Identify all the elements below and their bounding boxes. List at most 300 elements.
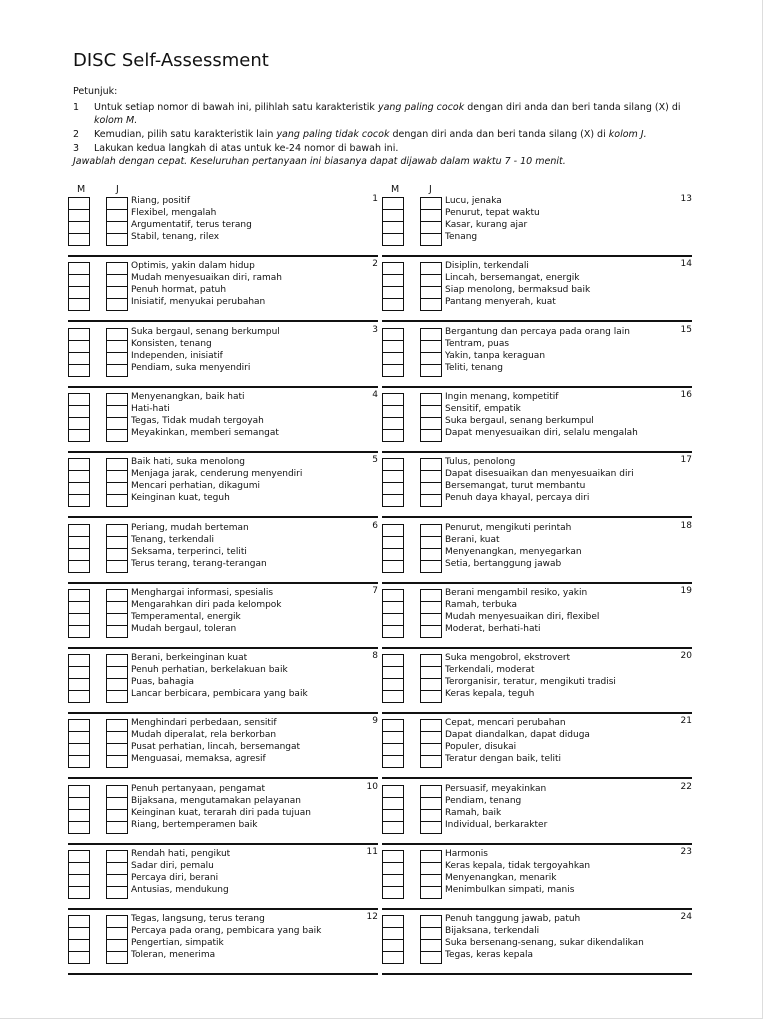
step-text: Untuk setiap nomor di bawah ini, pilihlah satu karakteristik <box>94 102 378 113</box>
checkbox-m[interactable] <box>68 613 90 625</box>
checkbox-j[interactable] <box>420 613 442 625</box>
checkbox-j[interactable] <box>106 429 128 442</box>
checkbox-m[interactable] <box>68 809 90 821</box>
question-group <box>68 715 378 779</box>
answer-option: Pendiam, suka menyendiri <box>131 362 251 373</box>
answer-option: Penuh tanggung jawab, patuh <box>445 914 581 925</box>
answer-option: Menghindari perbedaan, sensitif <box>131 718 277 729</box>
checkbox-m[interactable] <box>382 470 404 482</box>
checkbox-j[interactable] <box>106 850 128 862</box>
question-group <box>68 454 378 518</box>
checkbox-j[interactable] <box>420 364 442 377</box>
answer-boxes-m <box>68 915 90 964</box>
group-divider <box>68 777 378 779</box>
checkbox-m[interactable] <box>68 429 90 442</box>
instruction-step-2 <box>73 128 683 141</box>
answer-option: Suka mengobrol, ekstrovert <box>445 653 571 664</box>
checkbox-m[interactable] <box>68 209 90 221</box>
answer-option: Pantang menyerah, kuat <box>445 297 556 308</box>
answer-option: Tegas, langsung, terus terang <box>131 914 265 925</box>
checkbox-j[interactable] <box>106 536 128 548</box>
checkbox-j[interactable] <box>106 939 128 951</box>
checkbox-j[interactable] <box>106 417 128 429</box>
checkbox-m[interactable] <box>68 536 90 548</box>
question-number: 5 <box>372 455 378 466</box>
question-group <box>382 911 692 975</box>
group-divider <box>68 843 378 845</box>
checkbox-j[interactable] <box>420 470 442 482</box>
checkbox-j[interactable] <box>106 951 128 964</box>
checkbox-j[interactable] <box>420 524 442 536</box>
answer-option: Mudah diperalat, rela berkorban <box>131 730 277 741</box>
answer-options <box>131 652 351 700</box>
checkbox-j[interactable] <box>420 927 442 939</box>
checkbox-m[interactable] <box>68 560 90 573</box>
checkbox-m[interactable] <box>382 221 404 233</box>
step-text: Kemudian, pilih satu karakteristik lain <box>94 129 277 140</box>
checkbox-m[interactable] <box>68 364 90 377</box>
group-divider <box>68 647 378 649</box>
group-divider <box>68 908 378 910</box>
checkbox-m[interactable] <box>68 927 90 939</box>
checkbox-j[interactable] <box>420 654 442 666</box>
checkbox-m[interactable] <box>382 274 404 286</box>
group-divider <box>382 973 692 975</box>
checkbox-m[interactable] <box>382 393 404 405</box>
checkbox-j[interactable] <box>420 429 442 442</box>
checkbox-j[interactable] <box>420 197 442 209</box>
checkbox-j[interactable] <box>420 482 442 494</box>
answer-option: Tulus, penolong <box>445 457 516 468</box>
question-number: 18 <box>680 520 692 531</box>
question-group <box>68 520 378 584</box>
checkbox-j[interactable] <box>420 850 442 862</box>
checkbox-m[interactable] <box>382 862 404 874</box>
answer-option: Teratur dengan baik, teliti <box>445 754 562 765</box>
answer-boxes-j <box>106 589 128 638</box>
question-group <box>382 389 692 453</box>
answer-options <box>131 913 351 961</box>
answer-boxes-j <box>106 262 128 311</box>
checkbox-m[interactable] <box>382 482 404 494</box>
checkbox-j[interactable] <box>420 393 442 405</box>
checkbox-j[interactable] <box>420 785 442 797</box>
checkbox-m[interactable] <box>68 951 90 964</box>
checkbox-m[interactable] <box>68 797 90 809</box>
checkbox-m[interactable] <box>382 262 404 274</box>
answer-options <box>131 717 351 765</box>
checkbox-j[interactable] <box>420 262 442 274</box>
answer-option: Terorganisir, teratur, mengikuti tradisi <box>445 677 616 688</box>
checkbox-j[interactable] <box>420 209 442 221</box>
checkbox-j[interactable] <box>106 809 128 821</box>
question-number: 10 <box>366 781 378 792</box>
checkbox-m[interactable] <box>68 874 90 886</box>
checkbox-j[interactable] <box>106 405 128 417</box>
checkbox-j[interactable] <box>420 405 442 417</box>
checkbox-m[interactable] <box>382 364 404 377</box>
answer-option: Penurut, mengikuti perintah <box>445 522 572 533</box>
checkbox-j[interactable] <box>420 589 442 601</box>
question-group <box>68 258 378 322</box>
checkbox-j[interactable] <box>106 886 128 899</box>
checkbox-j[interactable] <box>106 666 128 678</box>
checkbox-j[interactable] <box>420 536 442 548</box>
checkbox-m[interactable] <box>68 589 90 601</box>
checkbox-m[interactable] <box>68 274 90 286</box>
answer-options <box>131 522 351 570</box>
answer-option: Tentram, puas <box>445 338 510 349</box>
group-divider <box>382 777 692 779</box>
answer-option: Seksama, terperinci, teliti <box>131 546 247 557</box>
checkbox-m[interactable] <box>68 850 90 862</box>
checkbox-m[interactable] <box>68 524 90 536</box>
checkbox-m[interactable] <box>382 209 404 221</box>
group-divider <box>68 516 378 518</box>
checkbox-j[interactable] <box>420 298 442 311</box>
checkbox-m[interactable] <box>382 850 404 862</box>
answer-option: Bijaksana, terkendali <box>445 926 540 937</box>
question-number: 15 <box>680 324 692 335</box>
answer-option: Menghargai informasi, spesialis <box>131 587 274 598</box>
checkbox-m[interactable] <box>68 719 90 731</box>
checkbox-m[interactable] <box>382 417 404 429</box>
checkbox-j[interactable] <box>420 821 442 834</box>
answer-boxes-m <box>68 197 90 246</box>
checkbox-m[interactable] <box>382 690 404 703</box>
answer-option: Lucu, jenaka <box>445 196 502 206</box>
checkbox-j[interactable] <box>106 221 128 233</box>
answer-boxes-j <box>420 262 442 311</box>
checkbox-m[interactable] <box>382 666 404 678</box>
checkbox-m[interactable] <box>382 197 404 209</box>
checkbox-m[interactable] <box>382 886 404 899</box>
checkbox-m[interactable] <box>68 886 90 899</box>
checkbox-j[interactable] <box>106 233 128 246</box>
checkbox-j[interactable] <box>106 927 128 939</box>
group-divider <box>382 451 692 453</box>
checkbox-j[interactable] <box>420 862 442 874</box>
checkbox-j[interactable] <box>106 482 128 494</box>
answer-option: Tenang <box>445 232 478 242</box>
checkbox-m[interactable] <box>68 221 90 233</box>
checkbox-m[interactable] <box>68 625 90 638</box>
answer-boxes-j <box>420 589 442 638</box>
checkbox-m[interactable] <box>68 262 90 274</box>
question-group <box>68 324 378 388</box>
checkbox-j[interactable] <box>106 613 128 625</box>
checkbox-j[interactable] <box>420 274 442 286</box>
answer-option: Mudah bergaul, toleran <box>131 623 237 634</box>
checkbox-m[interactable] <box>382 298 404 311</box>
checkbox-j[interactable] <box>420 719 442 731</box>
question-number: 16 <box>680 389 692 400</box>
checkbox-j[interactable] <box>106 797 128 809</box>
group-divider <box>382 255 692 257</box>
checkbox-j[interactable] <box>420 678 442 690</box>
checkbox-m[interactable] <box>68 821 90 834</box>
checkbox-j[interactable] <box>420 352 442 364</box>
checkbox-m[interactable] <box>68 458 90 470</box>
group-divider <box>382 582 692 584</box>
checkbox-m[interactable] <box>68 352 90 364</box>
answer-option: Periang, mudah berteman <box>131 522 249 533</box>
answer-boxes-j <box>420 654 442 703</box>
checkbox-j[interactable] <box>420 886 442 899</box>
checkbox-m[interactable] <box>382 951 404 964</box>
checkbox-j[interactable] <box>106 494 128 507</box>
checkbox-j[interactable] <box>420 666 442 678</box>
question-number: 21 <box>680 716 692 727</box>
checkbox-m[interactable] <box>382 719 404 731</box>
answer-boxes-m <box>68 524 90 573</box>
checkbox-j[interactable] <box>106 625 128 638</box>
checkbox-j[interactable] <box>420 915 442 927</box>
checkbox-m[interactable] <box>68 328 90 340</box>
checkbox-m[interactable] <box>68 482 90 494</box>
answer-option: Stabil, tenang, rilex <box>131 232 220 242</box>
answer-boxes-j <box>420 393 442 442</box>
checkbox-j[interactable] <box>106 743 128 755</box>
checkbox-j[interactable] <box>106 209 128 221</box>
answer-options <box>445 391 665 439</box>
answer-option: Moderat, berhati-hati <box>445 623 541 634</box>
checkbox-m[interactable] <box>68 417 90 429</box>
checkbox-j[interactable] <box>420 560 442 573</box>
checkbox-j[interactable] <box>420 233 442 246</box>
group-divider <box>382 843 692 845</box>
checkbox-m[interactable] <box>382 625 404 638</box>
checkbox-m[interactable] <box>382 328 404 340</box>
question-number: 1 <box>372 194 378 204</box>
instructions-heading: Petunjuk: <box>73 86 118 97</box>
answer-options <box>445 195 665 243</box>
checkbox-j[interactable] <box>106 298 128 311</box>
answer-option: Inisiatif, menyukai perubahan <box>131 297 266 308</box>
question-group <box>68 911 378 975</box>
question-group <box>68 846 378 910</box>
checkbox-j[interactable] <box>106 589 128 601</box>
answer-options <box>445 522 665 570</box>
checkbox-j[interactable] <box>420 494 442 507</box>
checkbox-m[interactable] <box>68 939 90 951</box>
group-divider <box>382 516 692 518</box>
checkbox-j[interactable] <box>106 393 128 405</box>
checkbox-m[interactable] <box>68 785 90 797</box>
checkbox-j[interactable] <box>106 524 128 536</box>
checkbox-m[interactable] <box>68 666 90 678</box>
checkbox-m[interactable] <box>68 601 90 613</box>
question-number: 19 <box>680 585 692 596</box>
question-number: 4 <box>372 389 378 400</box>
checkbox-j[interactable] <box>420 731 442 743</box>
question-number: 17 <box>680 455 692 466</box>
checkbox-m[interactable] <box>382 927 404 939</box>
checkbox-m[interactable] <box>68 678 90 690</box>
answer-boxes-m <box>382 197 404 246</box>
checkbox-m[interactable] <box>382 233 404 246</box>
checkbox-j[interactable] <box>106 352 128 364</box>
answer-option: Menyenangkan, baik hati <box>131 391 245 402</box>
checkbox-j[interactable] <box>106 874 128 886</box>
checkbox-m[interactable] <box>382 340 404 352</box>
answer-boxes-j <box>106 524 128 573</box>
step-text: Lakukan kedua langkah di atas untuk ke-24 nomor di bawah ini. <box>94 143 399 154</box>
question-number: 13 <box>680 194 692 204</box>
checkbox-m[interactable] <box>382 743 404 755</box>
checkbox-j[interactable] <box>106 821 128 834</box>
checkbox-j[interactable] <box>106 678 128 690</box>
checkbox-j[interactable] <box>106 197 128 209</box>
checkbox-j[interactable] <box>106 719 128 731</box>
checkbox-m[interactable] <box>68 731 90 743</box>
checkbox-m[interactable] <box>68 298 90 311</box>
checkbox-m[interactable] <box>382 429 404 442</box>
checkbox-m[interactable] <box>68 393 90 405</box>
checkbox-j[interactable] <box>106 915 128 927</box>
group-divider <box>68 712 378 714</box>
checkbox-j[interactable] <box>106 601 128 613</box>
checkbox-m[interactable] <box>382 797 404 809</box>
checkbox-j[interactable] <box>106 654 128 666</box>
checkbox-j[interactable] <box>420 458 442 470</box>
checkbox-m[interactable] <box>382 654 404 666</box>
checkbox-j[interactable] <box>420 221 442 233</box>
checkbox-m[interactable] <box>68 494 90 507</box>
checkbox-m[interactable] <box>68 340 90 352</box>
answer-boxes-m <box>382 458 404 507</box>
checkbox-m[interactable] <box>68 690 90 703</box>
checkbox-m[interactable] <box>382 821 404 834</box>
question-number: 22 <box>680 781 692 792</box>
checkbox-j[interactable] <box>420 601 442 613</box>
checkbox-j[interactable] <box>420 340 442 352</box>
checkbox-j[interactable] <box>106 274 128 286</box>
checkbox-m[interactable] <box>382 458 404 470</box>
checkbox-m[interactable] <box>382 560 404 573</box>
checkbox-m[interactable] <box>382 352 404 364</box>
checkbox-m[interactable] <box>68 915 90 927</box>
answer-boxes-m <box>68 850 90 899</box>
checkbox-j[interactable] <box>106 560 128 573</box>
question-number: 20 <box>680 651 692 662</box>
answer-boxes-j <box>106 197 128 246</box>
question-group <box>382 454 692 518</box>
checkbox-j[interactable] <box>420 690 442 703</box>
checkbox-j[interactable] <box>420 939 442 951</box>
checkbox-j[interactable] <box>106 340 128 352</box>
checkbox-j[interactable] <box>420 951 442 964</box>
checkbox-m[interactable] <box>382 589 404 601</box>
column-m-header: M <box>391 184 400 195</box>
checkbox-m[interactable] <box>382 613 404 625</box>
answer-options <box>131 783 351 831</box>
checkbox-m[interactable] <box>382 548 404 560</box>
checkbox-j[interactable] <box>106 364 128 377</box>
answer-options <box>131 848 351 896</box>
checkbox-m[interactable] <box>68 548 90 560</box>
checkbox-j[interactable] <box>106 690 128 703</box>
answer-options <box>445 652 665 700</box>
checkbox-m[interactable] <box>382 494 404 507</box>
checkbox-j[interactable] <box>420 548 442 560</box>
checkbox-m[interactable] <box>68 233 90 246</box>
checkbox-j[interactable] <box>106 286 128 298</box>
checkbox-j[interactable] <box>106 328 128 340</box>
group-divider <box>68 582 378 584</box>
checkbox-m[interactable] <box>382 536 404 548</box>
checkbox-m[interactable] <box>68 743 90 755</box>
step-emphasis: yang paling cocok <box>377 102 465 113</box>
checkbox-m[interactable] <box>68 654 90 666</box>
answer-boxes-m <box>382 262 404 311</box>
question-number: 7 <box>372 585 378 596</box>
checkbox-j[interactable] <box>420 286 442 298</box>
answer-option: Mencari perhatian, dikagumi <box>131 481 260 492</box>
checkbox-m[interactable] <box>68 197 90 209</box>
checkbox-j[interactable] <box>106 862 128 874</box>
checkbox-m[interactable] <box>68 405 90 417</box>
checkbox-j[interactable] <box>420 328 442 340</box>
checkbox-j[interactable] <box>420 809 442 821</box>
checkbox-j[interactable] <box>106 458 128 470</box>
answer-option: Flexibel, mengalah <box>131 208 217 218</box>
checkbox-m[interactable] <box>382 678 404 690</box>
answer-boxes-j <box>106 915 128 964</box>
question-group <box>382 846 692 910</box>
checkbox-m[interactable] <box>68 862 90 874</box>
answer-options <box>445 587 665 635</box>
answer-boxes-j <box>106 785 128 834</box>
checkbox-j[interactable] <box>420 755 442 768</box>
checkbox-m[interactable] <box>382 809 404 821</box>
step-number: 1 <box>73 102 80 113</box>
checkbox-m[interactable] <box>382 915 404 927</box>
checkbox-j[interactable] <box>420 625 442 638</box>
answer-boxes-m <box>68 328 90 377</box>
checkbox-m[interactable] <box>382 755 404 768</box>
checkbox-m[interactable] <box>382 524 404 536</box>
checkbox-j[interactable] <box>106 731 128 743</box>
checkbox-m[interactable] <box>382 874 404 886</box>
answer-option: Dapat diandalkan, dapat diduga <box>445 730 590 741</box>
checkbox-m[interactable] <box>382 785 404 797</box>
checkbox-j[interactable] <box>106 470 128 482</box>
checkbox-m[interactable] <box>68 470 90 482</box>
answer-option: Percaya diri, berani <box>131 873 219 883</box>
answer-option: Menimbulkan simpati, manis <box>445 885 575 895</box>
checkbox-j[interactable] <box>106 262 128 274</box>
checkbox-m[interactable] <box>382 731 404 743</box>
answer-option: Mudah menyesuaikan diri, flexibel <box>445 611 600 622</box>
checkbox-j[interactable] <box>420 743 442 755</box>
checkbox-j[interactable] <box>420 797 442 809</box>
checkbox-m[interactable] <box>68 286 90 298</box>
answer-option: Terkendali, moderat <box>445 665 535 676</box>
question-group <box>382 324 692 388</box>
checkbox-j[interactable] <box>106 548 128 560</box>
checkbox-m[interactable] <box>382 405 404 417</box>
checkbox-j[interactable] <box>420 417 442 429</box>
checkbox-m[interactable] <box>382 939 404 951</box>
checkbox-m[interactable] <box>382 601 404 613</box>
checkbox-m[interactable] <box>382 286 404 298</box>
checkbox-j[interactable] <box>420 874 442 886</box>
checkbox-m[interactable] <box>68 755 90 768</box>
answer-option: Sadar diri, pemalu <box>131 861 214 871</box>
checkbox-j[interactable] <box>106 755 128 768</box>
checkbox-j[interactable] <box>106 785 128 797</box>
